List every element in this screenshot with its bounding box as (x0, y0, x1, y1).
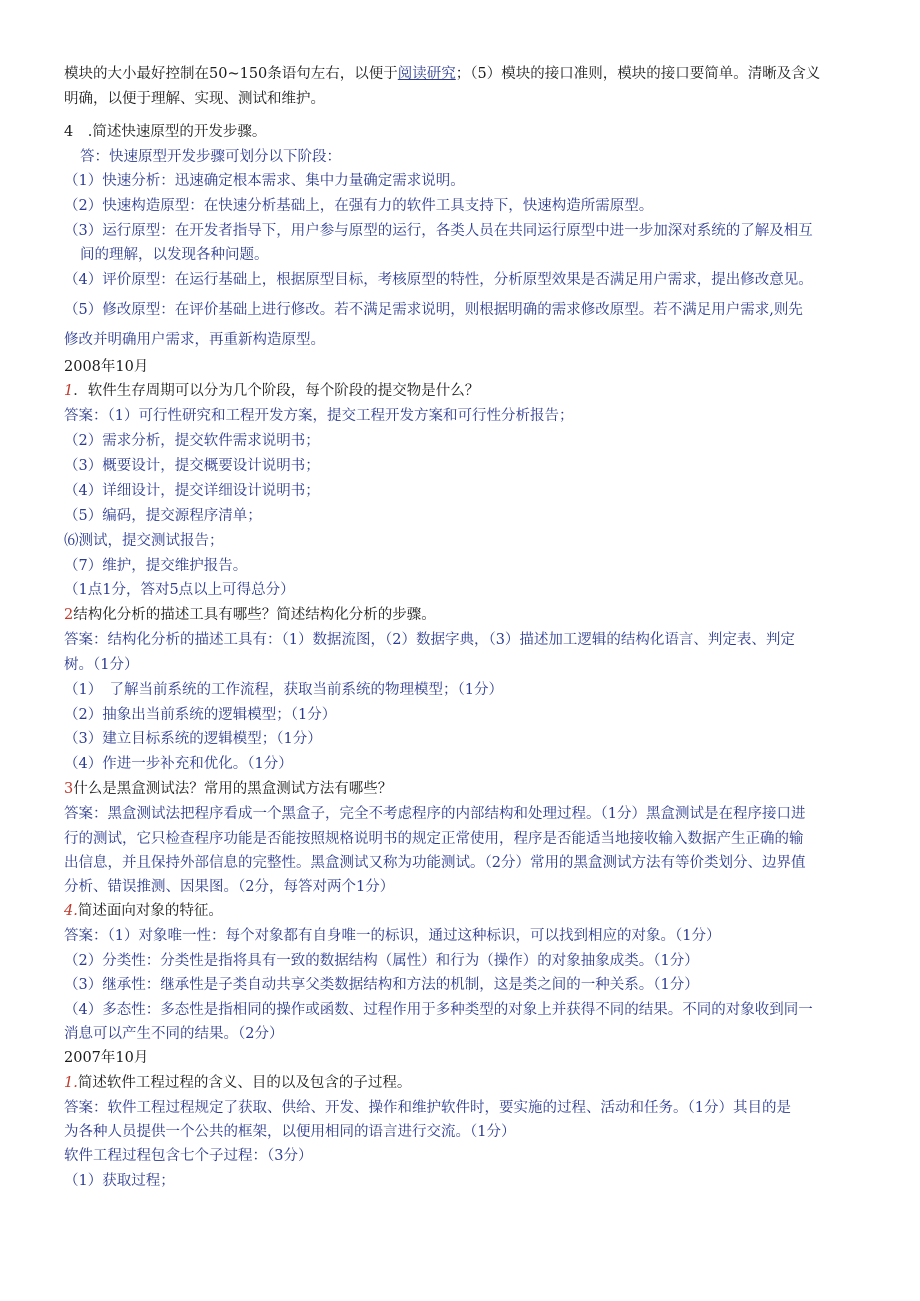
answer-line: 分析、错误推测、因果图。（2分，每答对两个1分） (64, 879, 395, 895)
answer-line: （3）运行原型：在开发者指导下，用户参与原型的运行，各类人员在共同运行原型中进一步加深对系统的了解及相互 (64, 223, 813, 239)
answer-line: （2）快速构造原型：在快速分析基础上，在强有力的软件工具支持下，快速构造所需原型。 (64, 198, 654, 214)
answer-line: （7）维护，提交维护报告。 (64, 558, 248, 574)
answer-line: 间的理解，以发现各种问题。 (80, 247, 269, 263)
paragraph-line: 明确，以便于理解、实现、测试和维护。 (64, 91, 325, 107)
question-title (64, 779, 392, 799)
question-title (64, 381, 479, 401)
answer-line: （2）需求分析，提交软件需求说明书； (64, 433, 320, 449)
answer-line: （2）分类性：分类性是指将具有一致的数据结构（属性）和行为（操作）的对象抽象成类。（1分） (64, 953, 699, 969)
question-text: 结构化分析的描述工具有哪些？简述结构化分析的步骤。 (73, 607, 436, 623)
text-run: ；（5）模块的接口准则，模块的接口要简单。清晰及含义 (455, 66, 821, 82)
answer-line: 为各种人员提供一个公共的框架，以便用相同的语言进行交流。（1分） (64, 1124, 516, 1140)
question-number: 4. (64, 903, 78, 919)
answer-line: 答：快速原型开发步骤可划分以下阶段： (80, 149, 341, 165)
answer-line: 答案：黑盒测试法把程序看成一个黑盒子，完全不考虑程序的内部结构和处理过程。（1分）黑盒测试是在程序接口进 (64, 806, 806, 822)
section-header-2007: 2007年10月 (64, 1050, 149, 1066)
question-title (64, 605, 436, 625)
question-text: 简述软件工程过程的含义、目的以及包含的子过程。 (77, 1075, 412, 1091)
question-number: 3 (64, 781, 74, 797)
section-header-2008: 2008年10月 (64, 359, 149, 375)
answer-line: 树。（1分） (64, 657, 139, 673)
question-title: 4 .简述快速原型的开发步骤。 (64, 124, 267, 140)
answer-line: （5）修改原型：在评价基础上进行修改。若不满足需求说明，则根据明确的需求修改原型。若不满足用户需求,则先 (64, 302, 803, 318)
answer-line: 答案：结构化分析的描述工具有：（1）数据流图，（2）数据字典，（3）描述加工逻辑的结构化语言、判定表、判定 (64, 632, 795, 648)
answer-line: 修改并明确用户需求，再重新构造原型。 (64, 332, 325, 348)
question-text: 什么是黑盒测试法？常用的黑盒测试方法有哪些？ (73, 781, 393, 797)
answer-line: （4）评价原型：在运行基础上，根据原型目标，考核原型的特性，分析原型效果是否满足用户需求，提出修改意见。 (64, 272, 813, 288)
question-number: 1. (64, 1075, 78, 1091)
question-text: ．软件生存周期可以分为几个阶段，每个阶段的提交物是什么？ (73, 383, 480, 399)
answer-line: 出信息，并且保持外部信息的完整性。黑盒测试又称为功能测试。（2分）常用的黑盒测试方法有等价类划分、边界值 (64, 855, 806, 871)
answer-line: 消息可以产生不同的结果。（2分） (64, 1026, 284, 1042)
answer-line: （2）抽象出当前系统的逻辑模型；（1分） (64, 707, 337, 723)
answer-line: 软件工程过程包含七个子过程：（3分） (64, 1148, 313, 1164)
question-title (64, 1073, 411, 1093)
answer-line: （4）详细设计，提交详细设计说明书； (64, 483, 320, 499)
text-run: 模块的大小最好控制在50~150条语句左右，以便于 (64, 66, 398, 82)
answer-line: 答案：（1）对象唯一性：每个对象都有自身唯一的标识，通过这种标识，可以找到相应的对象。（1分） (64, 928, 721, 944)
question-number: 2 (64, 607, 74, 623)
answer-line: （1） 了解当前系统的工作流程，获取当前系统的物理模型；（1分） (64, 682, 503, 698)
answer-line: （1）获取过程； (64, 1173, 175, 1189)
answer-line: 答案：软件工程过程规定了获取、供给、开发、操作和维护软件时，要实施的过程、活动和任务。（1分）其目的是 (64, 1100, 791, 1116)
answer-line: （5）编码，提交源程序清单； (64, 508, 262, 524)
question-number: 1 (64, 383, 74, 399)
question-text: 简述面向对象的特征。 (77, 903, 223, 919)
answer-line: （3）继承性：继承性是子类自动共享父类数据结构和方法的机制，这是类之间的一种关系。（1分） (64, 977, 699, 993)
question-title (64, 901, 223, 921)
answer-line: （1）快速分析：迅速确定根本需求、集中力量确定需求说明。 (64, 173, 465, 189)
answer-line: 答案：（1）可行性研究和工程开发方案，提交工程开发方案和可行性分析报告； (64, 408, 574, 424)
answer-line: （3）概要设计，提交概要设计说明书； (64, 458, 320, 474)
answer-line: （1点1分，答对5点以上可得总分） (64, 582, 295, 598)
answer-line: 行的测试，它只检查程序功能是否能按照规格说明书的规定正常使用，程序是否能适当地接收输入数据产生正确的输 (64, 831, 804, 847)
answer-line: ⑹测试，提交测试报告； (64, 533, 224, 549)
paragraph-line (64, 64, 820, 84)
answer-line: （3）建立目标系统的逻辑模型；（1分） (64, 731, 322, 747)
reading-research-link[interactable]: 阅读研究 (397, 66, 456, 82)
answer-line: （4）作进一步补充和优化。（1分） (64, 756, 293, 772)
answer-line: （4）多态性：多态性是指相同的操作或函数、过程作用于多种类型的对象上并获得不同的结果。不同的对象收到同一 (64, 1002, 813, 1018)
